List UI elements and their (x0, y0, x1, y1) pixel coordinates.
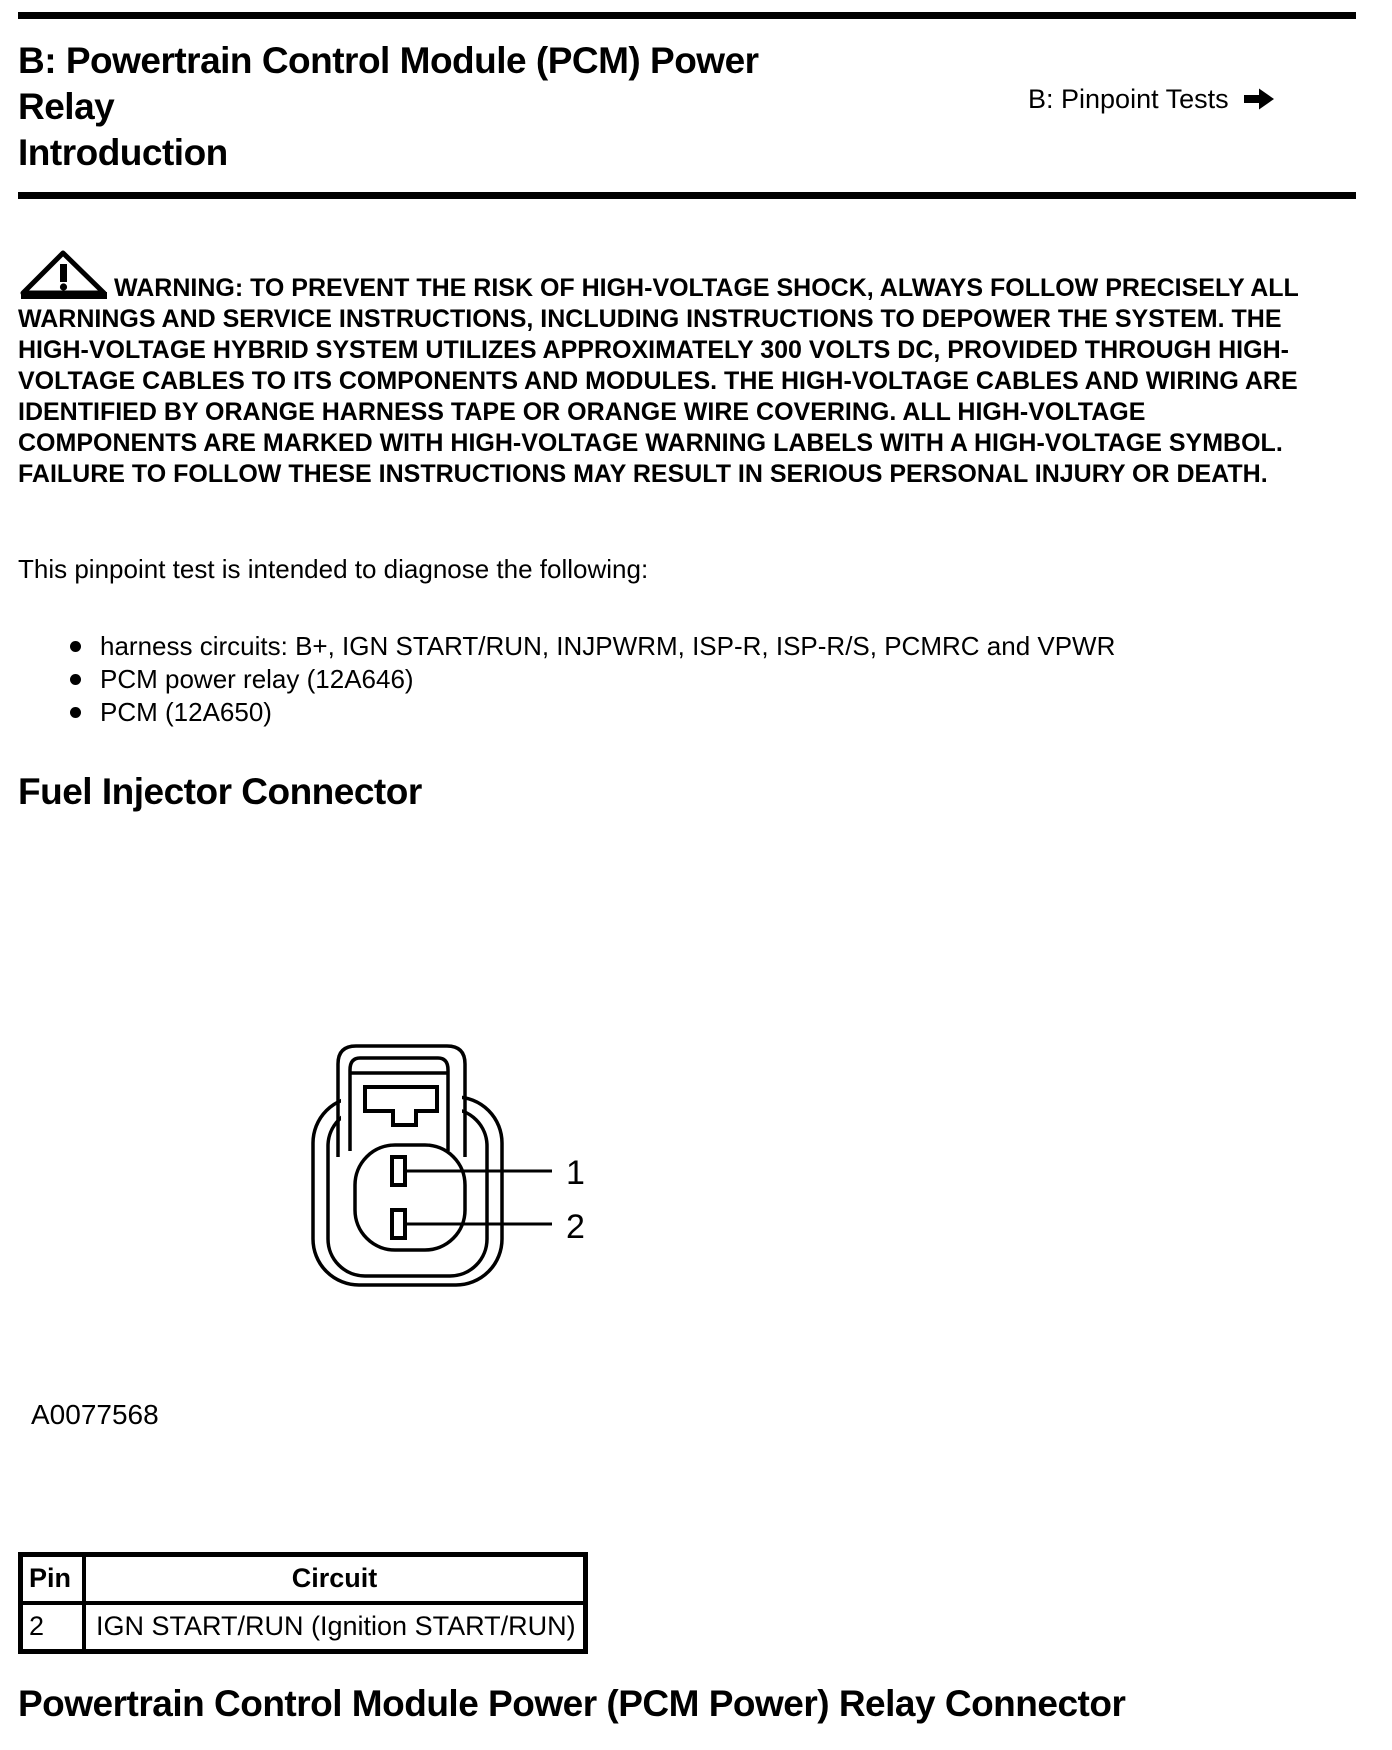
page-title: B: Powertrain Control Module (PCM) Power Relay (18, 40, 759, 127)
figure-id: A0077568 (31, 1399, 159, 1430)
table-header-pin: Pin (21, 1555, 85, 1604)
list-item: PCM power relay (12A646) (18, 663, 1115, 696)
warning-text: WARNING: TO PREVENT THE RISK OF HIGH-VOLTAGE SHOCK, ALWAYS FOLLOW PRECISELY ALL WARNINGS AND SERVICE INSTRUCTIONS, INCLUDING INSTRUCTIONS TO DEPOWER THE SYSTEM. THE HIGH-VOLTAGE HYBRID SYSTEM UTILIZES APPROXIMATELY 300 VOLTS DC, PROVIDED THROUGH HIGH-VOLTAGE CABLES TO ITS COMPONENTS AND MODULES. THE HIGH-VOLTAGE CABLES AND WIRING ARE IDENTIFIED BY ORANGE HARNESS TAPE OR ORANGE WIRE COVERING. ALL HIGH-VOLTAGE COMPONENTS ARE MARKED WITH HIGH-VOLTAGE WARNING LABELS WITH A HIGH-VOLTAGE SYMBOL. FAILURE TO FOLLOW THESE INSTRUCTIONS MAY RESULT IN SERIOUS PERSONAL INJURY OR DEATH. (18, 274, 1299, 488)
list-item: PCM (12A650) (18, 696, 1115, 729)
list-item: harness circuits: B+, IGN START/RUN, INJPWRM, ISP-R, ISP-R/S, PCMRC and VPWR (18, 630, 1115, 663)
table-row (21, 1603, 586, 1652)
page-header (18, 38, 838, 176)
header-rule-bottom (18, 192, 1356, 199)
table-header-row (21, 1555, 586, 1604)
intro-text: This pinpoint test is intended to diagnose the following: (18, 554, 649, 584)
connector-pocket (355, 1145, 465, 1250)
header-rule-top (18, 12, 1356, 19)
pin-circuit-table (18, 1552, 588, 1654)
nav-link-label: B: Pinpoint Tests (1028, 84, 1229, 114)
table-cell-pin: 2 (21, 1603, 85, 1652)
table-cell-circuit: IGN START/RUN (Ignition START/RUN) (84, 1603, 586, 1652)
section-heading-pcm-power-relay-connector: Powertrain Control Module Power (PCM Power) Relay Connector (18, 1683, 1126, 1724)
pin-2 (392, 1210, 405, 1238)
pin-1 (392, 1157, 405, 1185)
table-header-circuit: Circuit (84, 1555, 586, 1604)
nav-link-pinpoint-tests[interactable] (1028, 84, 1275, 114)
diagnosis-list (18, 630, 1115, 729)
fuel-injector-connector-diagram (250, 1020, 650, 1320)
page-subtitle: Introduction (18, 132, 228, 173)
pin-1-label: 1 (566, 1154, 585, 1192)
section-heading-fuel-injector-connector: Fuel Injector Connector (18, 771, 422, 812)
arrow-right-icon (1244, 87, 1275, 111)
pin-2-label: 2 (566, 1208, 585, 1246)
